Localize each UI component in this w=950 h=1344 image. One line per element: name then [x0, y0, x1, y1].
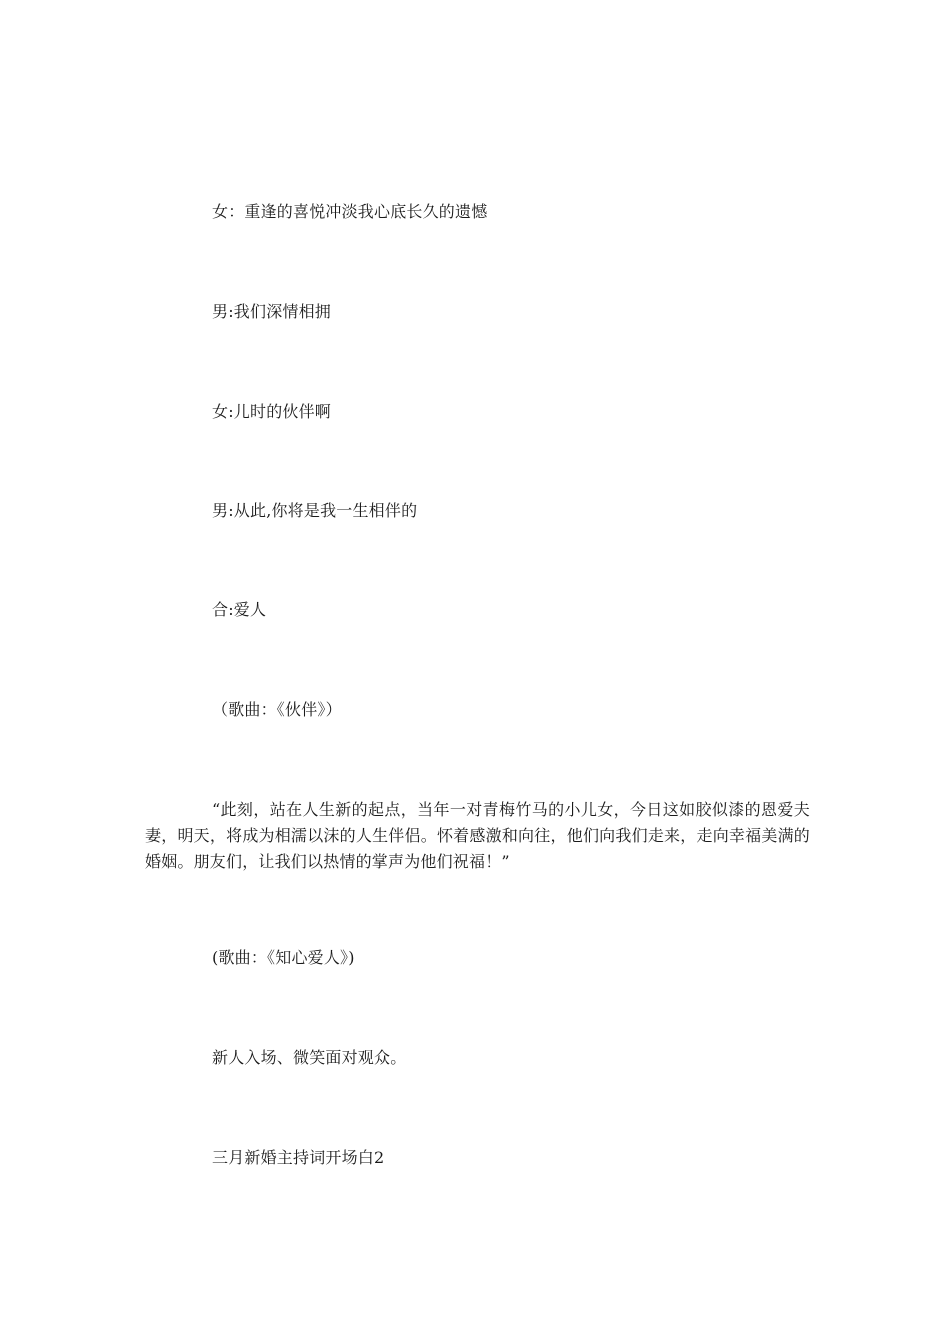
- stage-direction: 新人入场、微笑面对观众。: [212, 1048, 407, 1067]
- song-note-1: （歌曲：《伙伴》）: [212, 700, 342, 719]
- host-quote-text: “此刻，站在人生新的起点，当年一对青梅竹马的小儿女，今日这如胶似漆的恩爱夫妻，明天，将成为相濡以沫的人生伴侣。怀着感激和向往，他们向我们走来，走向幸福美满的婚姻。朋友们，让我们以热情的掌声为他们祝福！”: [145, 800, 810, 871]
- host-quote-paragraph: [145, 797, 810, 875]
- section-heading: 三月新婚主持词开场白2: [212, 1148, 385, 1167]
- dialogue-line-female-1: 女：重逢的喜悦冲淡我心底长久的遗憾: [212, 202, 488, 221]
- song-note-2: (歌曲：《知心爱人》): [212, 948, 355, 967]
- dialogue-line-male-2: 男:从此,你将是我一生相伴的: [212, 501, 418, 520]
- dialogue-line-female-2: 女:儿时的伙伴啊: [212, 402, 331, 421]
- dialogue-line-together: 合:爱人: [212, 600, 267, 619]
- dialogue-line-male-1: 男:我们深情相拥: [212, 302, 331, 321]
